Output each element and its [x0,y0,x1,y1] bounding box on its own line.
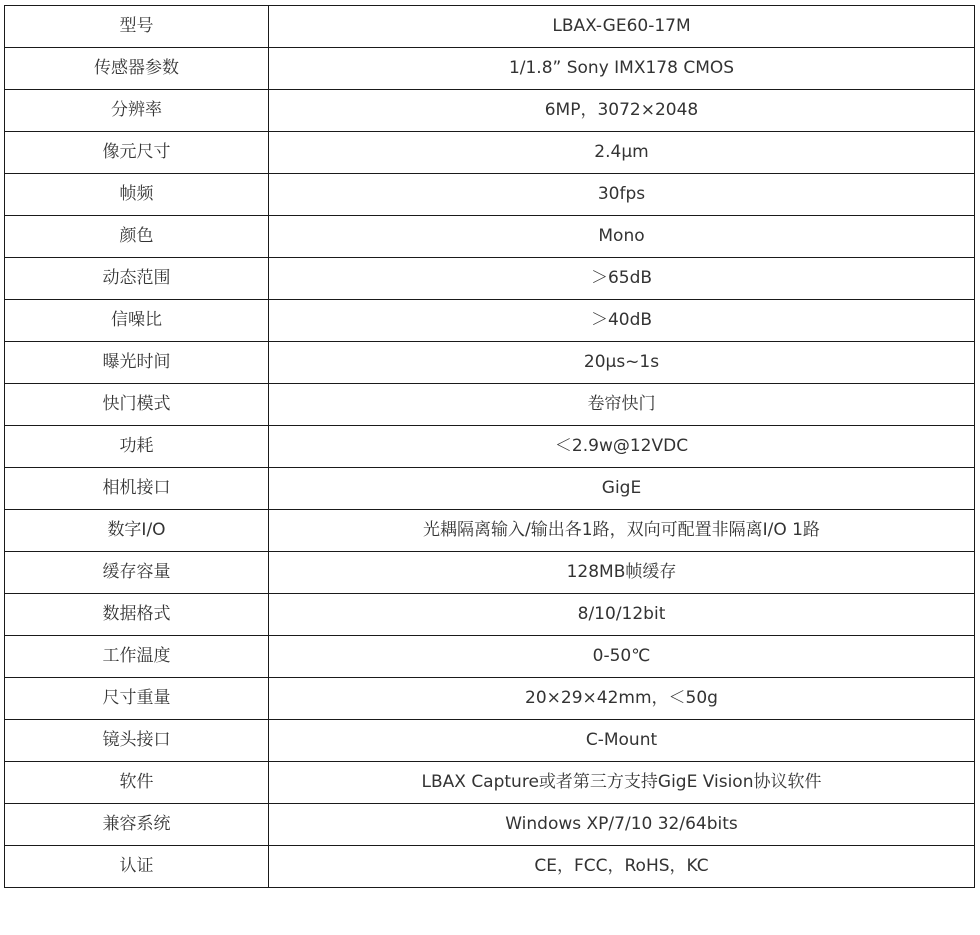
table-row [5,48,975,90]
table-row [5,384,975,426]
spec-label: 型号 [5,6,269,48]
spec-label: 功耗 [5,426,269,468]
spec-value: LBAX-GE60-17M [269,6,975,48]
spec-label: 镜头接口 [5,720,269,762]
spec-label: 软件 [5,762,269,804]
table-row [5,132,975,174]
table-row [5,258,975,300]
spec-value: C-Mount [269,720,975,762]
spec-value: LBAX Capture或者第三方支持GigE Vision协议软件 [269,762,975,804]
spec-value: 20×29×42mm，＜50g [269,678,975,720]
spec-label: 传感器参数 [5,48,269,90]
table-row [5,90,975,132]
spec-label: 尺寸重量 [5,678,269,720]
table-row [5,846,975,888]
table-row [5,468,975,510]
table-row [5,342,975,384]
spec-value: Mono [269,216,975,258]
spec-value: GigE [269,468,975,510]
table-row [5,804,975,846]
spec-value: ＞65dB [269,258,975,300]
table-row [5,426,975,468]
spec-label: 帧频 [5,174,269,216]
table-row [5,594,975,636]
spec-label: 兼容系统 [5,804,269,846]
table-row [5,636,975,678]
spec-label: 认证 [5,846,269,888]
spec-label: 像元尺寸 [5,132,269,174]
spec-value: 128MB帧缓存 [269,552,975,594]
spec-value: 1/1.8” Sony IMX178 CMOS [269,48,975,90]
spec-label: 曝光时间 [5,342,269,384]
spec-value: 光耦隔离输入/输出各1路，双向可配置非隔离I/O 1路 [269,510,975,552]
table-row [5,552,975,594]
table-row [5,510,975,552]
table-row [5,216,975,258]
table-row [5,720,975,762]
table-row [5,6,975,48]
spec-value: ＜2.9w@12VDC [269,426,975,468]
spec-value: 2.4μm [269,132,975,174]
spec-label: 缓存容量 [5,552,269,594]
table-row [5,174,975,216]
spec-table [4,5,975,888]
table-row [5,678,975,720]
table-row [5,762,975,804]
spec-label: 数据格式 [5,594,269,636]
spec-label: 快门模式 [5,384,269,426]
spec-value: 8/10/12bit [269,594,975,636]
spec-label: 动态范围 [5,258,269,300]
table-row [5,300,975,342]
spec-value: 卷帘快门 [269,384,975,426]
spec-value: 0-50℃ [269,636,975,678]
spec-label: 相机接口 [5,468,269,510]
spec-value: CE，FCC，RoHS，KC [269,846,975,888]
spec-label: 分辨率 [5,90,269,132]
spec-table-body [5,6,975,888]
spec-label: 工作温度 [5,636,269,678]
spec-value: Windows XP/7/10 32/64bits [269,804,975,846]
spec-value: 6MP，3072×2048 [269,90,975,132]
spec-label: 数字I/O [5,510,269,552]
spec-value: 20μs~1s [269,342,975,384]
spec-value: ＞40dB [269,300,975,342]
spec-value: 30fps [269,174,975,216]
spec-label: 颜色 [5,216,269,258]
spec-label: 信噪比 [5,300,269,342]
